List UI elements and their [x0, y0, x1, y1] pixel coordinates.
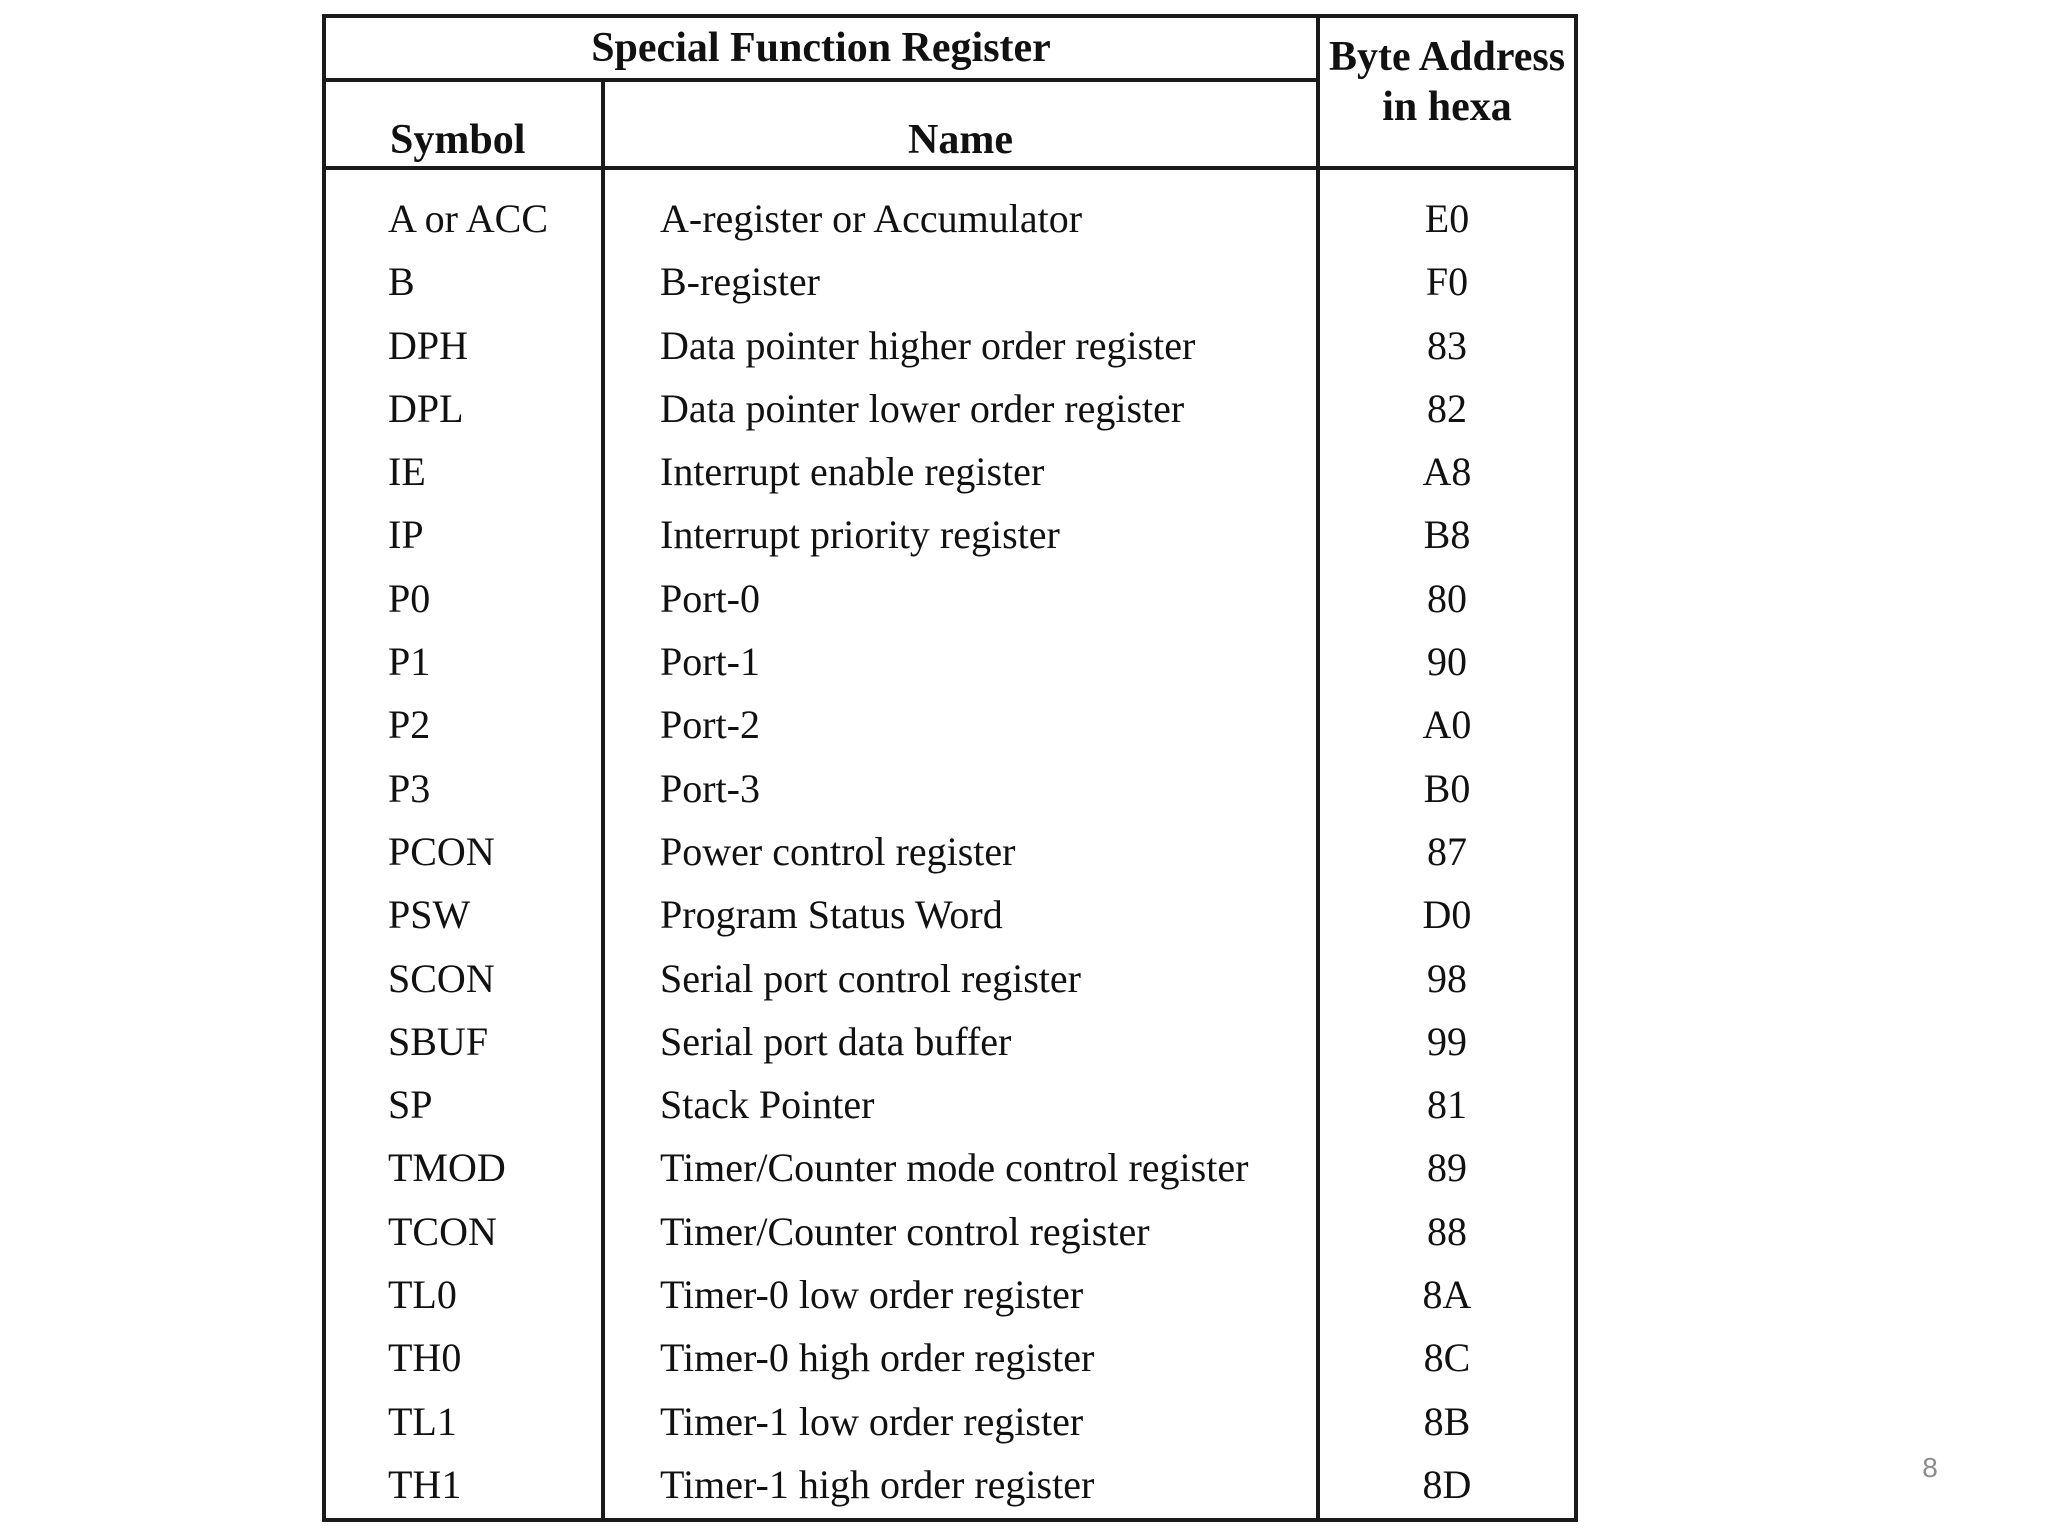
cell-address: B0	[1423, 765, 1471, 811]
cell-symbol: PSW	[388, 892, 471, 938]
cell-address: 87	[1427, 828, 1467, 874]
table-row	[326, 323, 1574, 386]
table-row	[326, 639, 1574, 702]
cell-name: A-register or Accumulator	[660, 196, 1083, 241]
cell-address: 8A	[1422, 1272, 1472, 1318]
cell-symbol: SCON	[388, 955, 495, 1001]
cell-name: Timer-0 high order register	[660, 1335, 1095, 1381]
cell-symbol: PCON	[388, 828, 495, 874]
cell-symbol: SP	[388, 1082, 433, 1128]
cell-symbol: TMOD	[388, 1145, 506, 1191]
column-header-address	[1320, 18, 1574, 166]
table-row	[326, 766, 1574, 829]
cell-symbol: B	[388, 259, 415, 305]
cell-name: Port-0	[660, 575, 760, 621]
cell-symbol: A or ACC	[388, 196, 549, 241]
cell-name: Timer-0 low order register	[660, 1272, 1084, 1318]
table-row	[326, 829, 1574, 892]
header-divider	[326, 166, 1574, 170]
column-header-address-line1: Byte Address	[1328, 34, 1566, 80]
cell-symbol: P1	[388, 639, 431, 685]
cell-address: 88	[1427, 1208, 1467, 1254]
cell-symbol: P2	[388, 702, 431, 748]
cell-address: 8B	[1423, 1398, 1471, 1444]
column-header-address-line2: in hexa	[1382, 84, 1512, 130]
cell-symbol: TL0	[388, 1272, 457, 1318]
table-row	[326, 1272, 1574, 1335]
cell-address: 89	[1427, 1145, 1467, 1191]
table-row	[326, 1209, 1574, 1272]
column-header-name	[605, 82, 1316, 166]
cell-name: Port-1	[660, 639, 760, 685]
table-row	[326, 956, 1574, 1019]
cell-symbol: IE	[388, 449, 426, 495]
cell-name: Port-2	[660, 702, 760, 748]
cell-symbol: P0	[388, 575, 431, 621]
table-row	[326, 1082, 1574, 1145]
cell-symbol: TCON	[388, 1208, 497, 1254]
table-row	[326, 576, 1574, 639]
table-row	[326, 1019, 1574, 1082]
table-row	[326, 259, 1574, 322]
table-row	[326, 1145, 1574, 1208]
table-row	[326, 449, 1574, 512]
cell-symbol: TH1	[388, 1461, 462, 1507]
cell-symbol: DPH	[388, 322, 469, 368]
table-row	[326, 386, 1574, 449]
cell-address: 99	[1427, 1018, 1467, 1064]
cell-name: Data pointer higher order register	[660, 322, 1196, 368]
cell-address: 81	[1427, 1082, 1467, 1128]
cell-address: 82	[1427, 385, 1467, 431]
page-number: 8	[1922, 1452, 1938, 1483]
table-row	[326, 1462, 1574, 1525]
cell-address: 98	[1427, 955, 1467, 1001]
cell-name: Interrupt priority register	[660, 512, 1060, 558]
cell-name: B-register	[660, 259, 820, 305]
cell-symbol: SBUF	[388, 1018, 489, 1064]
table-row	[326, 512, 1574, 575]
table-row	[326, 1399, 1574, 1462]
cell-name: Power control register	[660, 828, 1016, 874]
cell-name: Timer/Counter control register	[660, 1208, 1150, 1254]
table-body	[326, 196, 1574, 1525]
cell-address: 90	[1427, 639, 1467, 685]
table-row	[326, 196, 1574, 259]
cell-address: 8C	[1423, 1335, 1471, 1381]
cell-name: Data pointer lower order register	[660, 385, 1185, 431]
cell-symbol: TH0	[388, 1335, 462, 1381]
cell-name: Program Status Word	[660, 892, 1003, 938]
column-header-symbol	[326, 82, 601, 166]
cell-symbol: TL1	[388, 1398, 457, 1444]
cell-name: Port-3	[660, 765, 760, 811]
cell-address: 80	[1427, 575, 1467, 621]
column-header-symbol-label: Symbol	[390, 117, 526, 163]
table-row	[326, 702, 1574, 765]
cell-address: B8	[1423, 512, 1471, 558]
cell-name: Timer-1 high order register	[660, 1461, 1095, 1507]
cell-address: 83	[1427, 322, 1467, 368]
cell-name: Timer-1 low order register	[660, 1398, 1084, 1444]
cell-symbol: IP	[388, 512, 424, 558]
cell-address: D0	[1422, 892, 1472, 938]
cell-address: A0	[1422, 702, 1472, 748]
table-group-header: Special Function Register	[326, 18, 1316, 82]
cell-name: Stack Pointer	[660, 1082, 875, 1128]
cell-symbol: DPL	[388, 385, 464, 431]
table-row	[326, 1335, 1574, 1398]
sfr-table	[322, 14, 1578, 1522]
table-row	[326, 892, 1574, 955]
cell-address: A8	[1422, 449, 1472, 495]
cell-address: E0	[1424, 196, 1470, 241]
cell-symbol: P3	[388, 765, 431, 811]
cell-name: Timer/Counter mode control register	[660, 1145, 1249, 1191]
cell-name: Serial port control register	[660, 955, 1081, 1001]
column-header-name-label: Name	[908, 117, 1013, 163]
cell-address: 8D	[1422, 1461, 1472, 1507]
cell-address: F0	[1425, 259, 1469, 305]
cell-name: Serial port data buffer	[660, 1018, 1012, 1064]
cell-name: Interrupt enable register	[660, 449, 1045, 495]
